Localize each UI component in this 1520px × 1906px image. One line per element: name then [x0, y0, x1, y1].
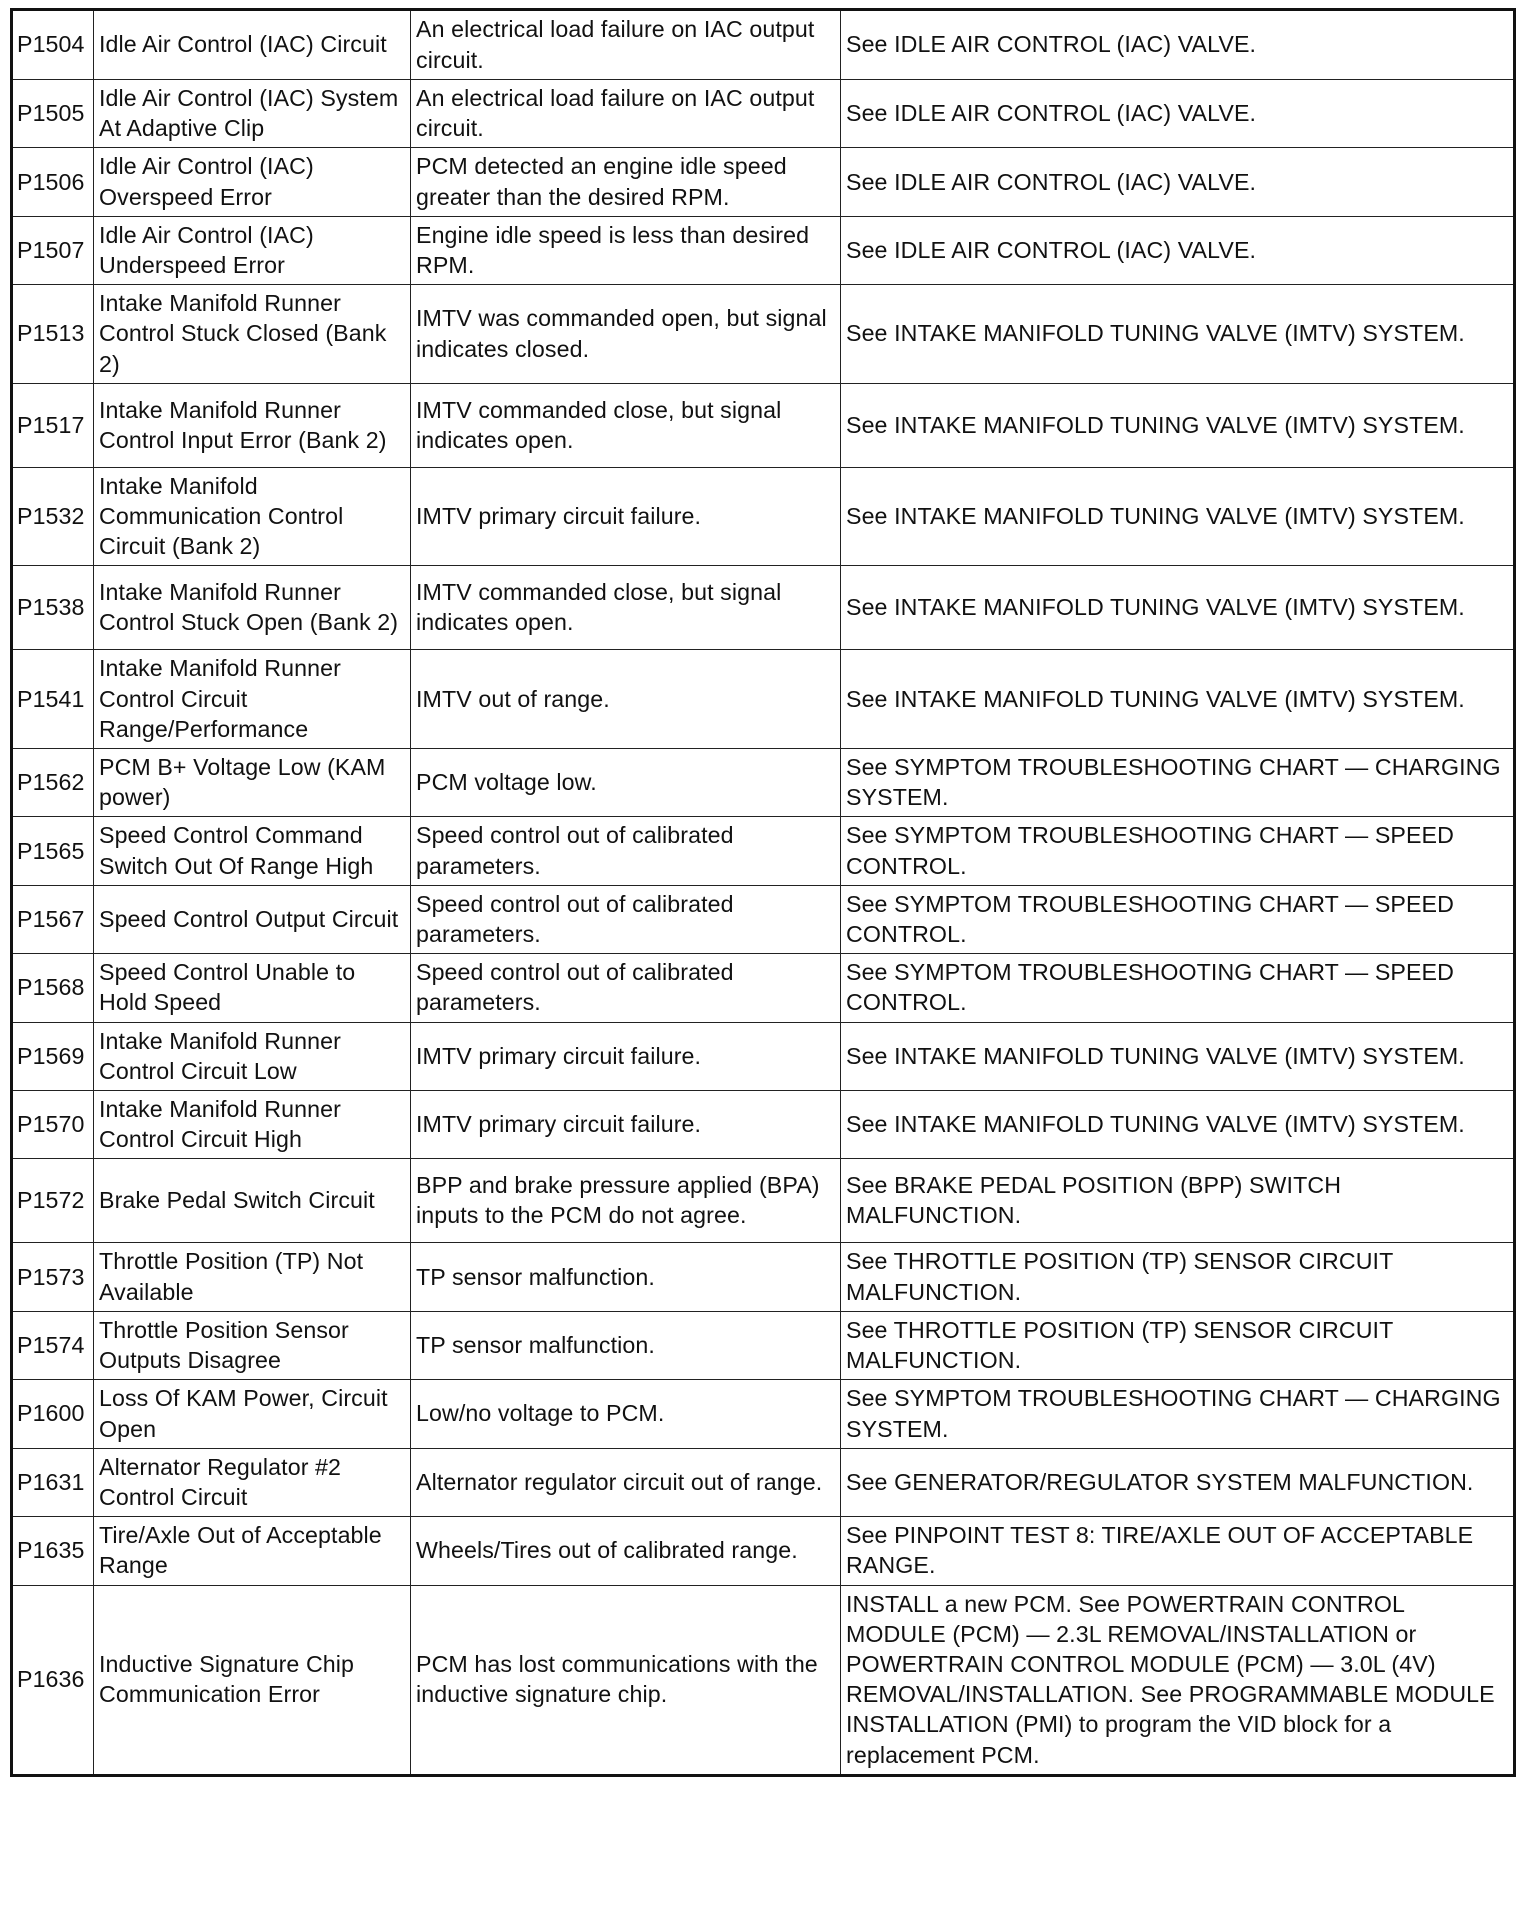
table-row [12, 566, 1515, 650]
dtc-action-cell: See THROTTLE POSITION (TP) SENSOR CIRCUIT MALFUNCTION. [841, 1243, 1515, 1311]
dtc-code-cell: P1572 [12, 1159, 94, 1243]
table-row [12, 885, 1515, 953]
dtc-table-body [12, 10, 1515, 1776]
dtc-condition-cell: BPP and brake pressure applied (BPA) inputs to the PCM do not agree. [411, 1159, 841, 1243]
dtc-code-cell: P1532 [12, 467, 94, 566]
table-row [12, 954, 1515, 1022]
dtc-action-cell: See SYMPTOM TROUBLESHOOTING CHART — CHARGING SYSTEM. [841, 749, 1515, 817]
dtc-description-cell: Intake Manifold Runner Control Circuit Range/Performance [94, 650, 411, 749]
dtc-condition-cell: IMTV was commanded open, but signal indicates closed. [411, 285, 841, 384]
dtc-code-cell: P1562 [12, 749, 94, 817]
table-row [12, 1448, 1515, 1516]
dtc-code-cell: P1600 [12, 1380, 94, 1448]
dtc-condition-cell: An electrical load failure on IAC output circuit. [411, 80, 841, 148]
dtc-description-cell: Brake Pedal Switch Circuit [94, 1159, 411, 1243]
dtc-condition-cell: Engine idle speed is less than desired RPM. [411, 216, 841, 284]
dtc-description-cell: Intake Manifold Communication Control Circuit (Bank 2) [94, 467, 411, 566]
dtc-code-cell: P1636 [12, 1585, 94, 1775]
dtc-action-cell: See INTAKE MANIFOLD TUNING VALVE (IMTV) SYSTEM. [841, 1022, 1515, 1090]
dtc-action-cell: See GENERATOR/REGULATOR SYSTEM MALFUNCTION. [841, 1448, 1515, 1516]
dtc-code-cell: P1574 [12, 1311, 94, 1379]
table-row [12, 216, 1515, 284]
dtc-condition-cell: Speed control out of calibrated parameters. [411, 885, 841, 953]
dtc-description-cell: Intake Manifold Runner Control Circuit Low [94, 1022, 411, 1090]
dtc-code-cell: P1631 [12, 1448, 94, 1516]
dtc-code-cell: P1517 [12, 383, 94, 467]
dtc-code-cell: P1507 [12, 216, 94, 284]
dtc-condition-cell: PCM voltage low. [411, 749, 841, 817]
dtc-action-cell: See INTAKE MANIFOLD TUNING VALVE (IMTV) SYSTEM. [841, 383, 1515, 467]
dtc-condition-cell: IMTV commanded close, but signal indicates open. [411, 383, 841, 467]
dtc-description-cell: Idle Air Control (IAC) Overspeed Error [94, 148, 411, 216]
dtc-condition-cell: Wheels/Tires out of calibrated range. [411, 1517, 841, 1585]
table-row [12, 1311, 1515, 1379]
dtc-description-cell: Throttle Position (TP) Not Available [94, 1243, 411, 1311]
dtc-condition-cell: IMTV primary circuit failure. [411, 467, 841, 566]
table-row [12, 1380, 1515, 1448]
dtc-action-cell: See BRAKE PEDAL POSITION (BPP) SWITCH MALFUNCTION. [841, 1159, 1515, 1243]
table-row [12, 1243, 1515, 1311]
dtc-description-cell: Speed Control Output Circuit [94, 885, 411, 953]
dtc-code-cell: P1505 [12, 80, 94, 148]
dtc-description-cell: Tire/Axle Out of Acceptable Range [94, 1517, 411, 1585]
dtc-action-cell: See SYMPTOM TROUBLESHOOTING CHART — SPEED CONTROL. [841, 885, 1515, 953]
dtc-description-cell: Idle Air Control (IAC) Circuit [94, 10, 411, 80]
dtc-description-cell: PCM B+ Voltage Low (KAM power) [94, 749, 411, 817]
dtc-condition-cell: PCM detected an engine idle speed greater than the desired RPM. [411, 148, 841, 216]
dtc-description-cell: Throttle Position Sensor Outputs Disagree [94, 1311, 411, 1379]
dtc-condition-cell: IMTV commanded close, but signal indicates open. [411, 566, 841, 650]
dtc-description-cell: Speed Control Unable to Hold Speed [94, 954, 411, 1022]
dtc-action-cell: See THROTTLE POSITION (TP) SENSOR CIRCUIT MALFUNCTION. [841, 1311, 1515, 1379]
dtc-condition-cell: Low/no voltage to PCM. [411, 1380, 841, 1448]
dtc-action-cell: See INTAKE MANIFOLD TUNING VALVE (IMTV) SYSTEM. [841, 467, 1515, 566]
dtc-condition-cell: Speed control out of calibrated parameters. [411, 817, 841, 885]
dtc-description-cell: Intake Manifold Runner Control Input Error (Bank 2) [94, 383, 411, 467]
dtc-action-cell: See IDLE AIR CONTROL (IAC) VALVE. [841, 148, 1515, 216]
table-row [12, 10, 1515, 80]
dtc-description-cell: Intake Manifold Runner Control Stuck Closed (Bank 2) [94, 285, 411, 384]
dtc-condition-cell: TP sensor malfunction. [411, 1243, 841, 1311]
table-row [12, 1517, 1515, 1585]
dtc-code-cell: P1538 [12, 566, 94, 650]
table-row [12, 1585, 1515, 1775]
table-row [12, 80, 1515, 148]
dtc-description-cell: Speed Control Command Switch Out Of Range High [94, 817, 411, 885]
dtc-action-cell: See PINPOINT TEST 8: TIRE/AXLE OUT OF ACCEPTABLE RANGE. [841, 1517, 1515, 1585]
dtc-action-cell: See INTAKE MANIFOLD TUNING VALVE (IMTV) SYSTEM. [841, 566, 1515, 650]
table-row [12, 467, 1515, 566]
dtc-action-cell: See SYMPTOM TROUBLESHOOTING CHART — CHARGING SYSTEM. [841, 1380, 1515, 1448]
table-row [12, 1091, 1515, 1159]
dtc-description-cell: Intake Manifold Runner Control Circuit High [94, 1091, 411, 1159]
dtc-table [10, 8, 1516, 1777]
dtc-code-cell: P1567 [12, 885, 94, 953]
table-row [12, 817, 1515, 885]
dtc-action-cell: See SYMPTOM TROUBLESHOOTING CHART — SPEED CONTROL. [841, 817, 1515, 885]
dtc-condition-cell: Alternator regulator circuit out of range. [411, 1448, 841, 1516]
dtc-code-cell: P1573 [12, 1243, 94, 1311]
dtc-condition-cell: TP sensor malfunction. [411, 1311, 841, 1379]
dtc-description-cell: Intake Manifold Runner Control Stuck Open (Bank 2) [94, 566, 411, 650]
table-row [12, 148, 1515, 216]
dtc-condition-cell: Speed control out of calibrated parameters. [411, 954, 841, 1022]
dtc-code-cell: P1635 [12, 1517, 94, 1585]
dtc-action-cell: INSTALL a new PCM. See POWERTRAIN CONTROL MODULE (PCM) — 2.3L REMOVAL/INSTALLATION or POWERTRAIN CONTROL MODULE (PCM) — 3.0L (4V) REMOVAL/INSTALLATION. See PROGRAMMABLE MODULE INSTALLATION (PMI) to program the VID block for a replacement PCM. [841, 1585, 1515, 1775]
dtc-condition-cell: IMTV out of range. [411, 650, 841, 749]
dtc-code-cell: P1569 [12, 1022, 94, 1090]
table-row [12, 383, 1515, 467]
dtc-action-cell: See INTAKE MANIFOLD TUNING VALVE (IMTV) SYSTEM. [841, 1091, 1515, 1159]
dtc-action-cell: See SYMPTOM TROUBLESHOOTING CHART — SPEED CONTROL. [841, 954, 1515, 1022]
dtc-code-cell: P1506 [12, 148, 94, 216]
dtc-code-cell: P1541 [12, 650, 94, 749]
table-row [12, 285, 1515, 384]
dtc-code-cell: P1570 [12, 1091, 94, 1159]
dtc-action-cell: See INTAKE MANIFOLD TUNING VALVE (IMTV) SYSTEM. [841, 285, 1515, 384]
dtc-description-cell: Inductive Signature Chip Communication Error [94, 1585, 411, 1775]
dtc-code-cell: P1568 [12, 954, 94, 1022]
table-row [12, 650, 1515, 749]
dtc-description-cell: Idle Air Control (IAC) System At Adaptive Clip [94, 80, 411, 148]
dtc-action-cell: See IDLE AIR CONTROL (IAC) VALVE. [841, 10, 1515, 80]
dtc-action-cell: See INTAKE MANIFOLD TUNING VALVE (IMTV) SYSTEM. [841, 650, 1515, 749]
dtc-description-cell: Alternator Regulator #2 Control Circuit [94, 1448, 411, 1516]
dtc-condition-cell: PCM has lost communications with the inductive signature chip. [411, 1585, 841, 1775]
dtc-action-cell: See IDLE AIR CONTROL (IAC) VALVE. [841, 80, 1515, 148]
dtc-description-cell: Loss Of KAM Power, Circuit Open [94, 1380, 411, 1448]
dtc-description-cell: Idle Air Control (IAC) Underspeed Error [94, 216, 411, 284]
dtc-condition-cell: IMTV primary circuit failure. [411, 1091, 841, 1159]
dtc-code-cell: P1513 [12, 285, 94, 384]
table-row [12, 1022, 1515, 1090]
dtc-action-cell: See IDLE AIR CONTROL (IAC) VALVE. [841, 216, 1515, 284]
table-row [12, 749, 1515, 817]
dtc-condition-cell: IMTV primary circuit failure. [411, 1022, 841, 1090]
dtc-code-cell: P1565 [12, 817, 94, 885]
table-row [12, 1159, 1515, 1243]
dtc-condition-cell: An electrical load failure on IAC output circuit. [411, 10, 841, 80]
dtc-code-cell: P1504 [12, 10, 94, 80]
